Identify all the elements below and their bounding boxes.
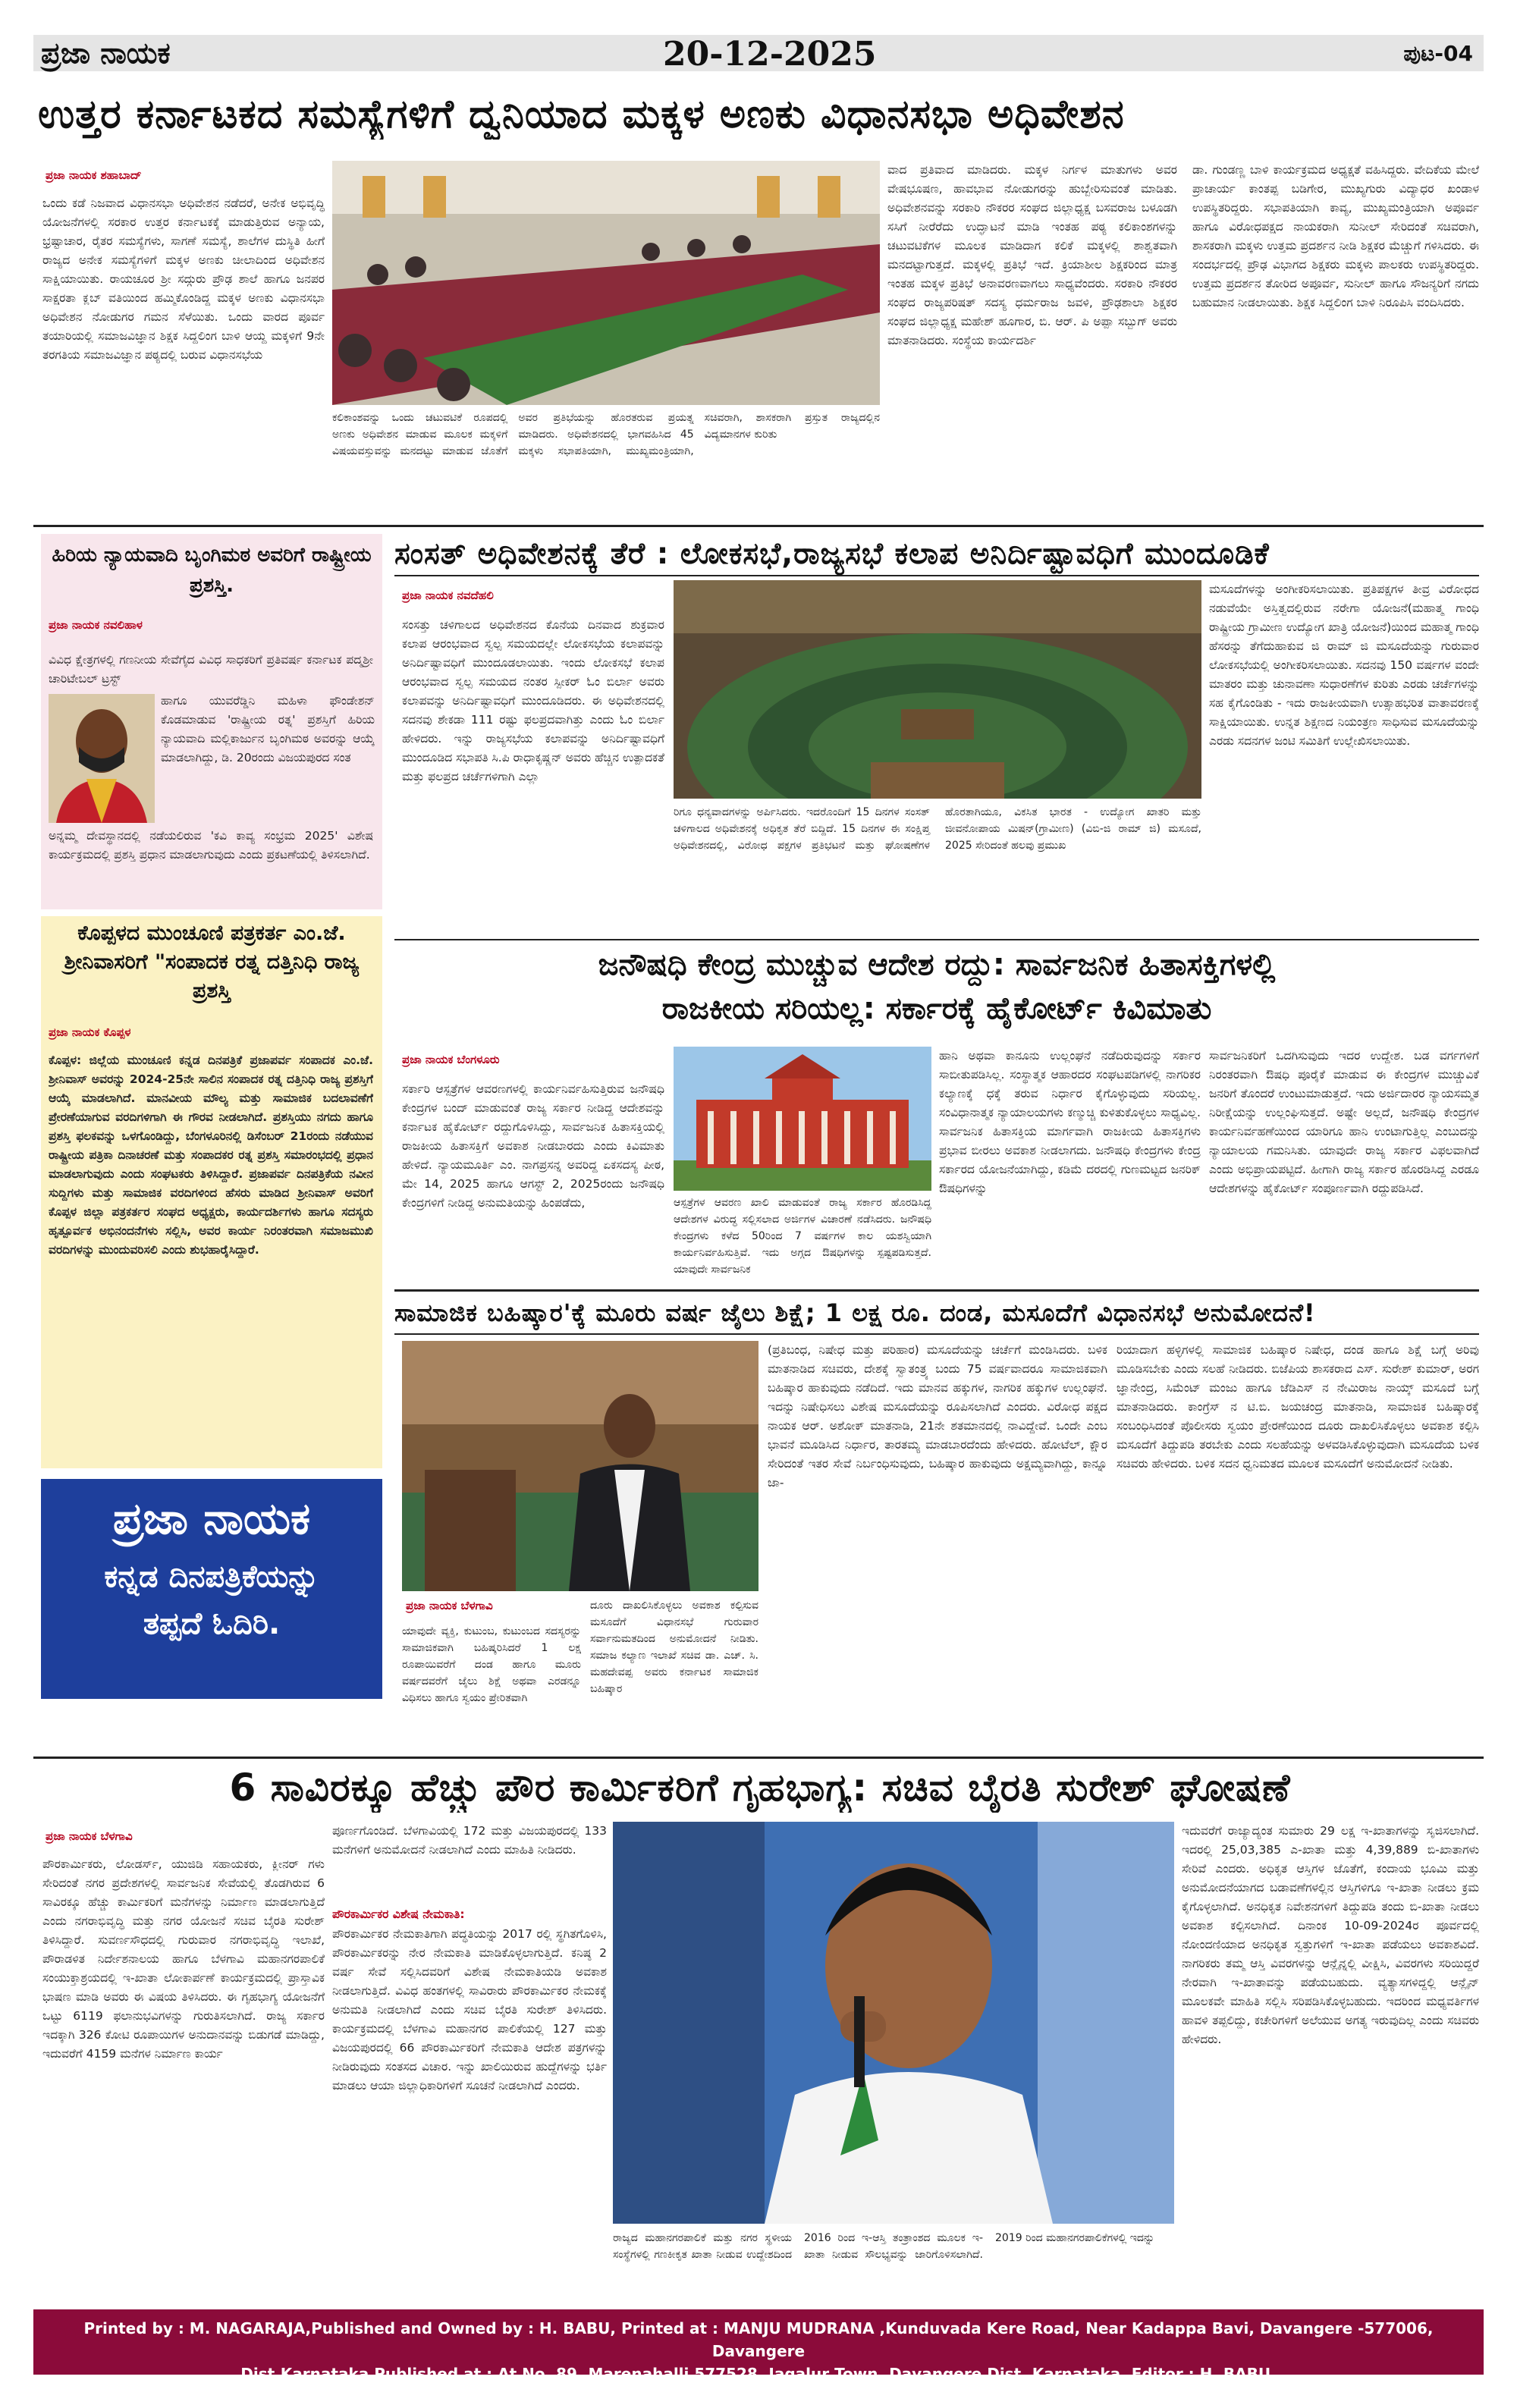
story5-col1: ಸರ್ಕಾರಿ ಆಸ್ಪತ್ರೆಗಳ ಆವರಣಗಳಲ್ಲಿ ಕಾರ್ಯನಿರ್ವಹಿಸುತ್ತಿರುವ ಜನೌಷಧಿ ಕೇಂದ್ರಗಳ ಬಂದ್ ಮಾಡುವಂತೆ ರಾಜ್ಯ ಸರ್ಕಾರ ನೀಡಿದ್ದ ಆದೇಶವನ್ನು ಕರ್ನಾಟಕ ಹೈಕೋರ್ಟ್ ರದ್ದುಗೊಳಿಸಿದ್ದು, ಸಾರ್ವಜನಿಕ ಹಿತಾಸಕ್ತಿಯಲ್ಲಿ ರಾಜಕೀಯ ಹಿತಾಸಕ್ತಿಗೆ ಅವಕಾಶ ನೀಡಬಾರದು ಎಂದು ಕಿವಿಮಾತು ಹೇಳಿದೆ. ನ್ಯಾಯಮೂರ್ತಿ ಎಂ. ನಾಗಪ್ರಸನ್ನ ಅವರಿದ್ದ ಏಕಸದಸ್ಯ ಪೀಠ, ಮೇ 14, 2025 ಹಾಗೂ ಆಗಸ್ಟ್ 2, 2025ರಂದು ಜನೌಷಧಿ ಕೇಂದ್ರಗಳಿಗೆ ನೀಡಿದ್ದ ಅನುಮತಿಯನ್ನು ಹಿಂಪಡೆದು, (402, 1082, 664, 1210)
story3-caption: ರಿಗೂ ಧನ್ಯವಾದಗಳನ್ನು ಅರ್ಪಿಸಿದರು. ಇದರೊಂದಿಗೆ 15 ದಿನಗಳ ಸಂಸತ್ ಚಳಿಗಾಲದ ಅಧಿವೇಶನಕ್ಕೆ ಅಧಿಕೃತ ತೆರೆ ಬಿದ್ದಿದೆ. 15 ದಿನಗಳ ಈ ಸಂಕ್ಷಿಪ್ತ ಅಧಿವೇಶನದಲ್ಲಿ, ವಿರೋಧ ಪಕ್ಷಗಳ ಪ್ರತಿಭಟನೆ ಮತ್ತು ಘೋಷಣೆಗಳ ಹೊರತಾಗಿಯೂ, ವಿಕಸಿತ ಭಾರತ - ಉದ್ಯೋಗ ಖಾತರಿ ಮತ್ತು ಜೀವನೋಪಾಯ ಮಿಷನ್(ಗ್ರಾಮೀಣ) (ವಿಬಿ-ಜಿ ರಾಮ್ ಜಿ) ಮಸೂದೆ, 2025 ಸೇರಿದಂತೆ ಹಲವು ಪ್ರಮುಖ (674, 806, 1201, 852)
imprint-footer (33, 2309, 1484, 2383)
divider (394, 575, 1479, 576)
story5-byline: ಪ್ರಜಾ ನಾಯಕ ಬೆಂಗಳೂರು (402, 1053, 500, 1066)
story1-col3: ವಾದ ಪ್ರತಿವಾದ ಮಾಡಿದರು. ಮಕ್ಕಳ ನಿರ್ಗಳ ಮಾತುಗಳು ಅವರ ವೇಷಭೂಷಣ, ಹಾವಭಾವ ನೋಡುಗರನ್ನು ಹುಬ್ಬೇರಿಸುವಂತೆ ಮಾಡಿತು. ಅಧಿವೇಶನವನ್ನು ಸರಕಾರಿ ನೌಕರರ ಸಂಘದ ಜಿಲ್ಲಾಧ್ಯಕ್ಷ ಬಸವರಾಜ ಬಳೂಡಗಿ ಸಸಿಗೆ ನೀರೆರೆದು ಉದ್ಘಾಟನೆ ಮಾಡಿ ಇಂತಹ ಪಠ್ಯ ಕಲಿಕಾಂಶಗಳನ್ನು ಚಟುವಟಿಕೆಗಳ ಮೂಲಕ ಮಾಡಿದಾಗ ಕಲಿಕೆ ಮಕ್ಕಳಲ್ಲಿ ಶಾಶ್ವತವಾಗಿ ಮನದಟ್ಟಾಗುತ್ತದೆ. ಮಕ್ಕಳಲ್ಲಿ ಪ್ರತಿಭೆ ಇದೆ. ಕ್ರಿಯಾಶೀಲ ಶಿಕ್ಷಕರಿಂದ ಮಾತ್ರ ಇಂತಹ ಮಕ್ಕಳ ಪ್ರತಿಭೆ ಅನಾವರಣವಾಗಲು ಸಾಧ್ಯವೆಂದರು. ಸರಕಾರಿ ನೌಕರರ ಸಂಘದ ರಾಜ್ಯಪರಿಷತ್ ಸದಸ್ಯ ಧರ್ಮರಾಜ ಜವಳಿ, ಪ್ರೌಢಶಾಲಾ ಶಿಕ್ಷಕರ ಸಂಘದ ಜಿಲ್ಲಾಧ್ಯಕ್ಷ ಮಹೇಶ್ ಹೂಗಾರ, ಬಿ. ಆರ್. ಪಿ ಅಪ್ಪಾ ಸಬ್ಬುಗ್ ಅವರು ಮಾತನಾಡಿದರು. ಸಂಸ್ಥೆಯ ಕಾರ್ಯದರ್ಶಿ (887, 163, 1177, 347)
story2-portrait (49, 694, 155, 823)
story6-col2: (ಪ್ರತಿಬಂಧ, ನಿಷೇಧ ಮತ್ತು ಪರಿಹಾರ) ಮಸೂದೆಯನ್ನು ಚರ್ಚೆಗೆ ಮಂಡಿಸಿದರು. ಬಳಿಕ ಮಾತನಾಡಿದ ಸಚಿವರು, ದೇಶಕ್ಕೆ ಸ್ವಾತಂತ್ರ್ಯ ಬಂದು 75 ವರ್ಷವಾದರೂ ಸಾಮಾಜಿಕವಾಗಿ ಬಹಿಷ್ಕಾರ ಹಾಕುವುದು ನಡೆದಿದೆ. ಇದು ಮಾನವ ಹಕ್ಕುಗಳ, ನಾಗರಿಕ ಹಕ್ಕುಗಳ ಉಲ್ಲಂಘನೆ. ಇದನ್ನು ನಿಷೇಧಿಸಲು ವಿಶೇಷ ಮಸೂದೆಯನ್ನು ರೂಪಿಸಲಾಗಿದೆ ಎಂದರು. ವಿರೋಧ ಪಕ್ಷದ ನಾಯಕ ಆರ್. ಅಶೋಕ್ ಮಾತನಾಡಿ, 21ನೇ ಶತಮಾನದಲ್ಲಿ ನಾವಿದ್ದೇವೆ. ಒಂದೇ ಎಂಬ ಭಾವನೆ ಮೂಡಿಸಿದ ನಿರ್ಧಾರ, ತಾರತಮ್ಯ ಮಾಡಬಾರದೆಂದು ಹೇಳಿದರು. ಹೋಟೆಲ್, ಕ್ಷೌರ ಸೇರಿದಂತೆ ಇತರ ಸೇವೆ ನಿರ್ಬಂಧಿಸುವುದು, ಬಹಿಷ್ಕಾರ ಹಾಕುವುದು ಅಕ್ಷಮ್ಯವಾಗಿದ್ದು, ಕಾನ್ನೂ ಜಾ- (768, 1343, 1107, 1490)
story6-caption: ಯಾವುದೇ ವ್ಯಕ್ತಿ, ಕುಟುಂಬ, ಕುಟುಂಬದ ಸದಸ್ಯರನ್ನು ಸಾಮಾಜಿಕವಾಗಿ ಬಹಿಷ್ಕರಿಸಿದರೆ 1 ಲಕ್ಷ ರೂಪಾಯಿವರೆಗೆ ದಂಡ ಹಾಗೂ ಮೂರು ವರ್ಷದವರೆಗೆ ಜೈಲು ಶಿಕ್ಷೆ ಅಥವಾ ಎರಡನ್ನೂ ವಿಧಿಸಲು ಹಾಗೂ ಸ್ವಯಂ ಪ್ರೇರಿತವಾಗಿ (402, 1625, 581, 1704)
story3-headline: ಸಂಸತ್ ಅಧಿವೇಶನಕ್ಕೆ ತೆರೆ : ಲೋಕಸಭೆ,ರಾಜ್ಯಸಭೆ ಕಲಾಪ ಅನಿರ್ದಿಷ್ಟಾವಧಿಗೆ ಮುಂದೂಡಿಕೆ (394, 537, 1270, 571)
newspaper-name: ಪ್ರಜಾ ನಾಯಕ (41, 36, 171, 70)
promo-line1: ಕನ್ನಡ ದಿನಪತ್ರಿಕೆಯನ್ನು (104, 1559, 319, 1594)
story6-col3: ರಿಯಾದಾಗ ಹಳ್ಳಿಗಳಲ್ಲಿ ಸಾಮಾಜಿಕ ಬಹಿಷ್ಕಾರ ನಿಷೇಧ, ದಂಡ ಹಾಗೂ ಶಿಕ್ಷೆ ಬಗ್ಗೆ ಅರಿವು ಮೂಡಿಸಬೇಕು ಎಂದು ಸಲಹೆ ನೀಡಿದರು. ಬಿಜೆಪಿಯ ಶಾಸಕರಾದ ಎಸ್. ಸುರೇಶ್ ಕುಮಾರ್, ಅರಗ ಜ್ಞಾನೇಂದ್ರ, ಸಿಮೆಂಟ್ ಮಂಜು ಹಾಗೂ ಜೆಡಿಎಸ್ ನ ನೇಮಿರಾಜ ನಾಯ್ಕ್ ಮಸೂದೆ ಬಗ್ಗೆ ಮಾತನಾಡಿದರು. ಕಾಂಗ್ರೆಸ್ ನ ಟಿ.ಬಿ. ಜಯಚಂದ್ರ ಮಾತನಾಡಿ, ಸಾಮಾಜಿಕ ಬಹಿಷ್ಕಾರಕ್ಕೆ ಸಂಬಂಧಿಸಿದಂತೆ ಪೊಲೀಸರು ಸ್ವಯಂ ಪ್ರೇರಣೆಯಿಂದ ದೂರು ದಾಖಲಿಸಿಕೊಳ್ಳಲು ಅವಕಾಶ ಕಲ್ಪಿಸಿ ಮಸೂದೆಗೆ ತಿದ್ದುಪಡಿ ತರಬೇಕು ಎಂದು ಸಲಹೆಯನ್ನು ಅಳವಡಿಸಿಕೊಳ್ಳುವುದಾಗಿ ಮಸೂದೆಯ ಬಳಿಕ ಸಚಿವರು ಹೇಳಿದರು. ಬಳಿಕ ಸದನ ಧ್ವನಿಮತದ ಮೂಲಕ ಮಸೂದೆಗೆ ಅನುಮೋದನೆ ನೀಡಿತು. (1117, 1343, 1479, 1471)
story4-headline: ಕೊಪ್ಪಳದ ಮುಂಚೂಣಿ ಪತ್ರಕರ್ತ ಎಂ.ಜೆ. ಶ್ರೀನಿವಾಸರಿಗೆ "ಸಂಪಾದಕ ರತ್ನ ದತ್ತಿನಿಧಿ ರಾಜ್ಯ ಪ್ರಶಸ್ತಿ (64, 921, 360, 1003)
story1-photo-caption: ಕಲಿಕಾಂಶವನ್ನು ಒಂದು ಚಟುವಟಿಕೆ ರೂಪದಲ್ಲಿ ಅಣಕು ಅಧಿವೇಶನ ಮಾಡುವ ಮೂಲಕ ಮಕ್ಕಳಿಗೆ ವಿಷಯವಸ್ತುವನ್ನು ಮನದಟ್ಟು ಮಾಡುವ ಜೊತೆಗೆ ಅವರ ಪ್ರತಿಭೆಯನ್ನು ಹೊರತರುವ ಪ್ರಯತ್ನ ಮಾಡಿದರು. ಅಧಿವೇಶನದಲ್ಲಿ ಭಾಗವಹಿಸಿದ 45 ಮಕ್ಕಳು ಸಭಾಪತಿಯಾಗಿ, ಮುಖ್ಯಮಂತ್ರಿಯಾಗಿ, ಸಚಿವರಾಗಿ, ಶಾಸಕರಾಗಿ ಪ್ರಸ್ತುತ ರಾಜ್ಯದಲ್ಲಿನ ವಿದ್ಯಮಾನಗಳ ಕುರಿತು (332, 412, 880, 457)
divider (394, 1333, 1479, 1335)
page-number: ಪುಟ-04 (1403, 41, 1473, 66)
story7-byline: ಪ್ರಜಾ ನಾಯಕ ಬೆಳಗಾವಿ (46, 1829, 133, 1843)
story5-headline2: ರಾಜಕೀಯ ಸರಿಯಲ್ಲ: ಸರ್ಕಾರಕ್ಕೆ ಹೈಕೋರ್ಟ್ ಕಿವಿಮಾತು (661, 991, 1212, 1026)
story3-byline: ಪ್ರಜಾ ನಾಯಕ ನವದೆಹಲಿ (402, 589, 494, 602)
story4-byline: ಪ್ರಜಾ ನಾಯಕ ಕೊಪ್ಪಳ (49, 1025, 131, 1039)
issue-date: 20-12-2025 (663, 35, 877, 74)
story7-col4: ಇದುವರೆಗೆ ರಾಜ್ಯಾದ್ಯಂತ ಸುಮಾರು 29 ಲಕ್ಷ ಇ-ಖಾತಾಗಳನ್ನು ಸೃಜಿಸಲಾಗಿದೆ. ಇದರಲ್ಲಿ 25,03,385 ಎ-ಖಾತಾ ಮತ್ತು 4,39,889 ಬಿ-ಖಾತಾಗಳು ಸೇರಿವೆ ಎಂದರು. ಅಧಿಕೃತ ಆಸ್ತಿಗಳ ಜೊತೆಗೆ, ಕಂದಾಯ ಭೂಮಿ ಮತ್ತು ಅನುಮೋದನೆಯಾಗದ ಬಡಾವಣೆಗಳಲ್ಲಿನ ಆಸ್ತಿಗಳಿಗೂ ಇ-ಖಾತಾ ನೀಡಲು ಕ್ರಮ ಕೈಗೊಳ್ಳಲಾಗಿದೆ. ಅನಧಿಕೃತ ನಿವೇಶನಗಳಿಗೆ ತಿದ್ದುಪಡಿ ತಂದು ಬಿ-ಖಾತಾ ನೀಡಲು ಅವಕಾಶ ಕಲ್ಪಿಸಲಾಗಿದೆ. ದಿನಾಂಕ 10-09-2024ರ ಪೂರ್ವದಲ್ಲಿ ನೋಂದಣಿಯಾದ ಅನಧಿಕೃತ ಸ್ವತ್ತುಗಳಿಗೆ ಇ-ಖಾತಾ ಪಡೆಯಲು ಅವಕಾಶವಿದೆ. ನಾಗರಿಕರು ತಮ್ಮ ಆಸ್ತಿ ವಿವರಗಳನ್ನು ಆನ್ಲೈನ್ನಲ್ಲಿ ವೀಕ್ಷಿಸಿ, ವಿವರಗಳು ಸರಿಯಿದ್ದರೆ ನೇರವಾಗಿ ಇ-ಖಾತಾವನ್ನು ಪಡೆಯಬಹುದು. ವ್ಯತ್ಯಾಸಗಳಿದ್ದಲ್ಲಿ ಆನ್ಲೈನ್ ಮೂಲಕವೇ ಮಾಹಿತಿ ಸಲ್ಲಿಸಿ ಸರಿಪಡಿಸಿಕೊಳ್ಳಬಹುದು. ಇದರಿಂದ ಮಧ್ಯವರ್ತಿಗಳ ಹಾವಳಿ ತಪ್ಪಲಿದ್ದು, ಕಚೇರಿಗಳಿಗೆ ಅಲೆಯುವ ಅಗತ್ಯ ಇರುವುದಿಲ್ಲ ಎಂದು ಸಚಿವರು ಹೇಳಿದರು. (1182, 1824, 1479, 2046)
story6-col1b: ದೂರು ದಾಖಲಿಸಿಕೊಳ್ಳಲು ಅವಕಾಶ ಕಲ್ಪಿಸುವ ಮಸೂದೆಗೆ ವಿಧಾನಸಭೆ ಗುರುವಾರ ಸರ್ವಾನುಮತದಿಂದ ಅನುಮೋದನೆ ನೀಡಿತು. ಸಮಾಜ ಕಲ್ಯಾಣ ಇಲಾಖೆ ಸಚಿವ ಡಾ. ಎಚ್. ಸಿ. ಮಹದೇವಪ್ಪ ಅವರು ಕರ್ನಾಟಕ ಸಾಮಾಜಿಕ ಬಹಿಷ್ಕಾರ (590, 1600, 758, 1695)
divider (33, 1757, 1484, 1759)
divider (33, 525, 1484, 527)
story2-side: ಹಾಗೂ ಯುವರೆಡ್ಡಿನಿ ಮಹಿಳಾ ಫೌಂಡೇಶನ್ ಕೊಡಮಾಡುವ 'ರಾಷ್ಟ್ರೀಯ ರತ್ನ' ಪ್ರಶಸ್ತಿಗೆ ಹಿರಿಯ ನ್ಯಾಯವಾದಿ ಮಲ್ಲಿಕಾರ್ಜುನ ಬೃಂಗಿಮಠ ಅವರನ್ನು ಆಯ್ಕೆ ಮಾಡಲಾಗಿದ್ದು, ಡಿ. 20ರಂದು ವಿಜಯಪುರದ ಸಂತ (161, 694, 375, 764)
story1-photo (332, 161, 880, 405)
story7-headline: 6 ಸಾವಿರಕ್ಕೂ ಹೆಚ್ಚು ಪೌರ ಕಾರ್ಮಿಕರಿಗೆ ಗೃಹಭಾಗ್ಯ: ಸಚಿವ ಬೈರತಿ ಸುರೇಶ್ ಘೋಷಣೆ (229, 1766, 1291, 1810)
promo-line2: ತಪ್ಪದೆ ಓದಿರಿ. (143, 1606, 281, 1641)
story5-caption: ಆಸ್ಪತ್ರೆಗಳ ಆವರಣ ಖಾಲಿ ಮಾಡುವಂತೆ ರಾಜ್ಯ ಸರ್ಕಾರ ಹೊರಡಿಸಿದ್ದ ಆದೇಶಗಳ ವಿರುದ್ಧ ಸಲ್ಲಿಸಲಾದ ಅರ್ಜಿಗಳ ವಿಚಾರಣೆ ನಡೆಸಿದರು. ಜನೌಷಧಿ ಕೇಂದ್ರಗಳು ಕಳೆದ 50ರಿಂದ 7 ವರ್ಷಗಳ ಕಾಲ ಯಶಸ್ವಿಯಾಗಿ ಕಾರ್ಯನಿರ್ವಹಿಸುತ್ತಿವೆ. ಇದು ಅಗ್ಗದ ಔಷಧಿಗಳನ್ನು ಸ್ಪಷ್ಟಪಡಿಸುತ್ತದೆ. ಯಾವುದೇ ಸಾರ್ವಜನಿಕ (674, 1197, 931, 1276)
divider (394, 939, 1479, 940)
story2-headline: ಹಿರಿಯ ನ್ಯಾಯವಾದಿ ಬೃಂಗಿಮಠ ಅವರಿಗೆ ರಾಷ್ಟ್ರೀಯ ಪ್ರಶಸ್ತಿ. (52, 544, 372, 597)
divider (394, 1289, 1479, 1292)
story3-col4: ಮಸೂದೆಗಳನ್ನು ಅಂಗೀಕರಿಸಲಾಯಿತು. ಪ್ರತಿಪಕ್ಷಗಳ ತೀವ್ರ ವಿರೋಧದ ನಡುವೆಯೇ ಅಸ್ತಿತ್ವದಲ್ಲಿರುವ ನರೇಗಾ ಯೋಜನೆ(ಮಹಾತ್ಮ ಗಾಂಧಿ ರಾಷ್ಟ್ರೀಯ ಗ್ರಾಮೀಣ ಉದ್ಯೋಗ ಖಾತ್ರಿ ಯೋಜನೆ)ಯಿಂದ ಮಹಾತ್ಮ ಗಾಂಧಿ ಹೆಸರನ್ನು ತೆಗೆದುಹಾಕುವ ಜಿ ರಾಮ್ ಜಿ ಮಸೂದೆಯನ್ನು ಗುರುವಾರ ಲೋಕಸಭೆಯಲ್ಲಿ ಅಂಗೀಕರಿಸಲಾಯಿತು. ಸದನವು 150 ವರ್ಷಗಳ ವಂದೇ ಮಾತರಂ ಮತ್ತು ಚುನಾವಣಾ ಸುಧಾರಣೆಗಳ ಕುರಿತು ಎರಡು ಚರ್ಚೆಗಳನ್ನು ಸಹ ಕೈಗೊಂಡಿತು - ಇದು ರಾಜಕೀಯವಾಗಿ ಉತ್ಸಾಹಭರಿತ ವಾತಾವರಣಕ್ಕೆ ಸಾಕ್ಷಿಯಾಯಿತು. ಉನ್ನತ ಶಿಕ್ಷಣದ ನಿಯಂತ್ರಣ ಸಾಧಿಸುವ ಮಸೂದೆಯನ್ನು ಎರಡು ಸದನಗಳ ಜಂಟಿ ಸಮಿತಿಗೆ ಉಲ್ಲೇಖಿಸಲಾಯಿತು. (1209, 582, 1479, 748)
story1-col4: ಡಾ. ಗುಂಡಣ್ಣ ಬಾಳಿ ಕಾರ್ಯಕ್ರಮದ ಅಧ್ಯಕ್ಷತೆ ವಹಿಸಿದ್ದರು. ವೇದಿಕೆಯ ಮೇಲೆ ಪ್ರಾಚಾರ್ಯ ಕಾಂತಪ್ಪ ಬಡಿಗೇರ, ಮುಖ್ಯಗುರು ವಿದ್ಯಾಧರ ಖಂಡಾಳ ಉಪಸ್ಥಿತರಿದ್ದರು. ಸಭಾಪತಿಯಾಗಿ ಕಾವ್ಯ, ಮುಖ್ಯಮಂತ್ರಿಯಾಗಿ ಅಪೂರ್ವ ಹಾಗೂ ವಿರೋಧಪಕ್ಷದ ನಾಯಕರಾಗಿ ಸುನೀಲ್ ಸೇರಿದಂತೆ ಸಚಿವರಾಗಿ, ಶಾಸಕರಾಗಿ ಮಕ್ಕಳು ಉತ್ತಮ ಪ್ರದರ್ಶನ ನೀಡಿ ಶಿಕ್ಷಕರ ಮೆಚ್ಚುಗೆ ಗಳಿಸಿದರು. ಈ ಸಂದರ್ಭದಲ್ಲಿ ಪ್ರೌಢ ವಿಭಾಗದ ಶಿಕ್ಷಕರು ಮಕ್ಕಳು ಪಾಲಕರು ಉಪಸ್ಥಿತರಿದ್ದರು. ಉತ್ತಮ ಪ್ರದರ್ಶನ ತೋರಿದ ಅಪೂರ್ವ, ಸುನೀಲ್ ಹಾಗೂ ಸೌಜನ್ಯರಿಗೆ ನಗದು ಬಹುಮಾನ ನೀಡಲಾಯಿತು. ಶಿಕ್ಷಕ ಸಿದ್ದಲಿಂಗ ಬಾಳಿ ನಿರೂಪಿಸಿ ವಂದಿಸಿದರು. (1192, 163, 1479, 309)
story1-col1: ಒಂದು ಕಡೆ ನಿಜವಾದ ವಿಧಾನಸಭಾ ಅಧಿವೇಶನ ನಡೆದರೆ, ಅನೇಕ ಅಭಿವೃದ್ಧಿ ಯೋಜನೆಗಳಲ್ಲಿ ಸರಕಾರ ಉತ್ತರ ಕರ್ನಾಟಕಕ್ಕೆ ಮಾಡುತ್ತಿರುವ ಅನ್ಯಾಯ, ಭ್ರಷ್ಟಾಚಾರ, ರೈತರ ಸಮಸ್ಯೆಗಳು, ಸಾಗಣೆ ಸಮಸ್ಯೆ, ಶಾಲೆಗಳ ದುಸ್ಥಿತಿ ಹೀಗೆ ರಾಜ್ಯದ ಅನೇಕ ಸಮಸ್ಯೆಗಳಿಗೆ ಮಕ್ಕಳ ಅಣಕು ಚೀಲಾದಿಂದ ಅಧಿವೇಶನ ಸಾಕ್ಷಿಯಾಯಿತು. ರಾಯಚೂರ ಶ್ರೀ ಸದ್ಗುರು ಪ್ರೌಢ ಶಾಲೆ ಹಾಗೂ ಜನಪರ ಸಾಕ್ಷರತಾ ಕ್ಲಬ್ ವತಿಯಿಂದ ಹಮ್ಮಿಕೊಂಡಿದ್ದ ಮಕ್ಕಳ ಅಣಕು ವಿಧಾನಸಭಾ ಅಧಿವೇಶನ ನೋಡುಗರ ಗಮನ ಸೆಳೆಯಿತು. ಒಂದು ವಾರದ ಪೂರ್ವ ತಯಾರಿಯಲ್ಲಿ ಸಮಾಜವಿಜ್ಞಾನ ಶಿಕ್ಷಕ ಸಿದ್ದಲಿಂಗ ಬಾಳಿ ಆಯ್ದ ಮಕ್ಕಳಿಗೆ 9ನೇ ತರಗತಿಯ ಸಮಾಜವಿಜ್ಞಾನ ಪಠ್ಯದಲ್ಲಿ ಬರುವ ವಿಧಾನಸಭೆಯ (42, 196, 325, 362)
story2-tail: ಅನ್ನಮ್ಮ ದೇವಸ್ಥಾನದಲ್ಲಿ ನಡೆಯಲಿರುವ 'ಕವಿ ಕಾವ್ಯ ಸಂಭ್ರಮ 2025' ವಿಶೇಷ ಕಾರ್ಯಕ್ರಮದಲ್ಲಿ ಪ್ರಶಸ್ತಿ ಪ್ರಧಾನ ಮಾಡಲಾಗುವುದು ಎಂದು ಪ್ರಕಟಣೆಯಲ್ಲಿ ತಿಳಿಸಲಾಗಿದೆ. (49, 829, 373, 862)
story1-headline: ಉತ್ತರ ಕರ್ನಾಟಕದ ಸಮಸ್ಯೆಗಳಿಗೆ ದ್ವನಿಯಾದ ಮಕ್ಕಳ ಅಣಕು ವಿಧಾನಸಭಾ ಅಧಿವೇಶನ (38, 92, 1125, 137)
story7-col2a: ಪೂರ್ಣಗೊಂಡಿದೆ. ಬೆಳಗಾವಿಯಲ್ಲಿ 172 ಮತ್ತು ವಿಜಯಪುರದಲ್ಲಿ 133 ಮನೆಗಳಿಗೆ ಅನುಮೋದನೆ ನೀಡಲಾಗಿದೆ ಎಂದು ಮಾಹಿತಿ ನೀಡಿದರು. (332, 1824, 607, 1857)
story3-col1: ಸಂಸತ್ತು ಚಳಿಗಾಲದ ಅಧಿವೇಶನದ ಕೊನೆಯ ದಿನವಾದ ಶುಕ್ರವಾರ ಕಲಾಪ ಆರಂಭವಾದ ಸ್ವಲ್ಪ ಸಮಯದಲ್ಲೇ ಲೋಕಸಭೆಯ ಕಲಾಪವನ್ನು ಅನಿರ್ದಿಷ್ಟಾವಧಿಗೆ ಮುಂದೂಡಲಾಯಿತು. ಇಂದು ಲೋಕಸಭೆ ಕಲಾಪ ಆರಂಭವಾದ ಸ್ವಲ್ಪ ಸಮಯದ ನಂತರ ಸ್ಪೀಕರ್ ಓಂ ಬಿರ್ಲಾ ಅವರು ಕಲಾಪವನ್ನು ಅನಿರ್ದಿಷ್ಟಾವಧಿಗೆ ಮುಂದೂಡಿದರು. ಈ ಅಧಿವೇಶನದಲ್ಲಿ ಸದನವು ಶೇಕಡಾ 111 ರಷ್ಟು ಫಲಪ್ರದವಾಗಿತ್ತು ಎಂದು ಓಂ ಬಿರ್ಲಾ ಹೇಳಿದರು. ಇನ್ನು ರಾಜ್ಯಸಭೆಯ ಕಲಾಪವನ್ನು ಅನಿರ್ದಿಷ್ಟಾವಧಿಗೆ ಮುಂದೂಡಿದ ಸಭಾಪತಿ ಸಿ.ಪಿ ರಾಧಾಕೃಷ್ಣನ್ ಅವರು ಹೆಚ್ಚಿನ ಉತ್ಪಾದಕತೆ ಮತ್ತು ಫಲಪ್ರದ ಚರ್ಚೆಗಳಿಗಾಗಿ ಎಲ್ಲಾ (402, 618, 664, 783)
story5-col4: ಸಾರ್ವಜನಿಕರಿಗೆ ಒದಗಿಸುವುದು ಇದರ ಉದ್ದೇಶ. ಬಡ ವರ್ಗಗಳಿಗೆ ನಿರಂತರವಾಗಿ ಔಷಧಿ ಪೂರೈಕೆ ಮಾಡುವ ಈ ಕೇಂದ್ರಗಳ ಮುಚ್ಚುವಿಕೆ ಜನರಿಗೆ ತೊಂದರೆ ಉಂಟುಮಾಡುತ್ತದೆ. ಇದು ಅರ್ಜಿದಾರರ ನ್ಯಾಯಸಮ್ಮತ ನಿರೀಕ್ಷೆಯನ್ನು ಉಲ್ಲಂಘಿಸುತ್ತದೆ. ಅಷ್ಟೇ ಅಲ್ಲದೆ, ಜನೌಷಧಿ ಕೇಂದ್ರಗಳ ಕಾರ್ಯನಿರ್ವಹಣೆಯಿಂದ ಯಾರಿಗೂ ಹಾನಿ ಉಂಟಾಗುತ್ತಿಲ್ಲ ಎಂಬುದನ್ನು ನ್ಯಾಯಾಲಯ ಗಮನಿಸಿತು. ಯಾವುದೇ ರಾಜ್ಯ ಸರ್ಕಾರ ವಿಫಲವಾಗಿದೆ ಎಂದು ಅಭಿಪ್ರಾಯಪಟ್ಟಿದೆ. ಹೀಗಾಗಿ ರಾಜ್ಯ ಸರ್ಕಾರ ಹೊರಡಿಸಿದ್ದ ಎರಡೂ ಆದೇಶಗಳನ್ನು ಹೈಕೋರ್ಟ್ ಸಂಪೂರ್ಣವಾಗಿ ರದ್ದುಪಡಿಸಿದೆ. (1209, 1049, 1479, 1195)
story5-photo (674, 1047, 931, 1191)
story3-photo (674, 580, 1201, 799)
story7-col2b: ಪೌರಕಾರ್ಮಿಕರ ನೇಮಕಾತಿಗಾಗಿ ಪದ್ಧತಿಯನ್ನು 2017 ರಲ್ಲಿ ಸ್ಥಗಿತಗೊಳಿಸಿ, ಪೌರಕಾರ್ಮಿಕರನ್ನು ನೇರ ನೇಮಕಾತಿ ಮಾಡಿಕೊಳ್ಳಲಾಗುತ್ತಿದೆ. ಕನಿಷ್ಠ 2 ವರ್ಷ ಸೇವೆ ಸಲ್ಲಿಸಿದವರಿಗೆ ವಿಶೇಷ ನೇಮಕಾತಿಯಡಿ ಅವಕಾಶ ನೀಡಲಾಗುತ್ತಿದೆ. ವಿವಿಧ ಹಂತಗಳಲ್ಲಿ ಸಾವಿರಾರು ಪೌರಕಾರ್ಮಿಕರ ನೇಮಕಕ್ಕೆ ಅನುಮತಿ ನೀಡಲಾಗಿದೆ ಎಂದು ಸಚಿವ ಬೈರತಿ ಸುರೇಶ್ ತಿಳಿಸಿದರು. ಕಾರ್ಯಕ್ರಮದಲ್ಲಿ ಬೆಳಗಾವಿ ಮಹಾನಗರ ಪಾಲಿಕೆಯಲ್ಲಿ 127 ಮತ್ತು ವಿಜಯಪುರದಲ್ಲಿ 66 ಪೌರಕಾರ್ಮಿಕರಿಗೆ ನೇಮಕಾತಿ ಆದೇಶ ಪತ್ರಗಳನ್ನು ನೀಡಿರುವುದು ಸಂತಸದ ವಿಚಾರ. ಇನ್ನು ಖಾಲಿಯಿರುವ ಹುದ್ದೆಗಳನ್ನು ಭರ್ತಿ ಮಾಡಲು ಆಯಾ ಜಿಲ್ಲಾಧಿಕಾರಿಗಳಿಗೆ ಸೂಚನೆ ನೀಡಲಾಗಿದೆ ಎಂದರು. (332, 1927, 607, 2092)
story5-headline1: ಜನೌಷಧಿ ಕೇಂದ್ರ ಮುಚ್ಚುವ ಆದೇಶ ರದ್ದು: ಸಾರ್ವಜನಿಕ ಹಿತಾಸಕ್ತಿಗಳಲ್ಲಿ (598, 947, 1276, 982)
story7-subhead: ಪೌರಕಾರ್ಮಿಕರ ವಿಶೇಷ ನೇಮಕಾತಿ: (332, 1907, 465, 1921)
story6-photo (402, 1341, 758, 1591)
story2-byline: ಪ್ರಜಾ ನಾಯಕ ನವಲಿಹಾಳ (49, 618, 143, 632)
story4-body: ಕೊಪ್ಪಳ: ಜಿಲ್ಲೆಯ ಮುಂಚೂಣಿ ಕನ್ನಡ ದಿನಪತ್ರಿಕೆ ಪ್ರಜಾಪರ್ವ ಸಂಪಾದಕ ಎಂ.ಜೆ. ಶ್ರೀನಿವಾಸ್ ಅವರನ್ನು 2024-25ನೇ ಸಾಲಿನ ಸಂಪಾದಕ ರತ್ನ ದತ್ತಿನಿಧಿ ರಾಜ್ಯ ಪ್ರಶಸ್ತಿಗೆ ಆಯ್ಕೆ ಮಾಡಲಾಗಿದೆ. ಮಾನವೀಯ ಮೌಲ್ಯ ಮತ್ತು ಸಾಮಾಜಿಕ ಬದಲಾವಣೆಗೆ ಪ್ರೇರಣೆಯಾಗುವ ವರದಿಗಳಿಗಾಗಿ ಈ ಗೌರವ ನೀಡಲಾಗಿದೆ. ಪ್ರಶಸ್ತಿಯು ನಗದು ಹಾಗೂ ಪ್ರಶಸ್ತಿ ಫಲಕವನ್ನು ಒಳಗೊಂಡಿದ್ದು, ಬೆಂಗಳೂರಿನಲ್ಲಿ ಡಿಸೆಂಬರ್ 21ರಂದು ನಡೆಯುವ ರಾಷ್ಟ್ರೀಯ ಪತ್ರಿಕಾ ದಿನಾಚರಣೆ ಮತ್ತು ಸಂಪಾದಕರ ರತ್ನ ಪ್ರಶಸ್ತಿ ಸಮಾರಂಭದಲ್ಲಿ ಪ್ರಧಾನ ಮಾಡಲಾಗುವುದು ಎಂದು ಸಂಘಟಕರು ತಿಳಿಸಿದ್ದಾರೆ. ಪ್ರಜಾಪರ್ವ ದಿನಪತ್ರಿಕೆಯ ನವೀನ ಸುದ್ದಿಗಳು ಮತ್ತು ಸಾಮಾಜಿಕ ವರದಿಗಳಿಂದ ಹೆಸರು ಮಾಡಿದ ಶ್ರೀನಿವಾಸ್ ಅವರಿಗೆ ಕೊಪ್ಪಳ ಜಿಲ್ಲಾ ಪತ್ರಕರ್ತರ ಸಂಘದ ಅಧ್ಯಕ್ಷರು, ಕಾರ್ಯದರ್ಶಿಗಳು ಹಾಗೂ ಸದಸ್ಯರು ಹೃತ್ಪೂರ್ವಕ ಅಭಿನಂದನೆಗಳು ಸಲ್ಲಿಸಿ, ಅವರ ಕಾರ್ಯ ನಿರಂತರವಾಗಿ ಸಮಾಜಮುಖಿ ವರದಿಗಳನ್ನು ಮುಂದುವರಿಸಲಿ ಎಂದು ಶುಭಹಾರೈಸಿದ್ದಾರೆ. (49, 1053, 373, 1257)
story5-col3: ಹಾನಿ ಅಥವಾ ಕಾನೂನು ಉಲ್ಲಂಘನೆ ನಡೆದಿರುವುದನ್ನು ಸರ್ಕಾರ ಸಾಬೀತುಪಡಿಸಿಲ್ಲ. ಸಂಸ್ಥಾತ್ಮಕ ಆಹಾರದರ ಸಂಘಟಪಡಿಗಳಲ್ಲಿ ನಾಗರಿಕರ ಕಲ್ಯಾಣಕ್ಕೆ ಧಕ್ಕೆ ತರುವ ನಿರ್ಧಾರ ಕೈಗೊಳ್ಳುವುದು ಸರಿಯಲ್ಲ. ಸಂವಿಧಾನಾತ್ಮಕ ನ್ಯಾಯಾಲಯಗಳು ಕಣ್ಮುಚ್ಚಿ ಕುಳಿತುಕೊಳ್ಳಲು ಸಾಧ್ಯವಿಲ್ಲ. ಸಾರ್ವಜನಿಕ ಹಿತಾಸಕ್ತಿಯ ಮಾರ್ಗವಾಗಿ ರಾಜಕೀಯ ಹಿತಾಸಕ್ತಿಗಳು ಪ್ರಭಾವ ಬೀರಲು ಅವಕಾಶ ನೀಡಲಾಗದು. ಜನೌಷಧಿ ಕೇಂದ್ರಗಳು ಕೇಂದ್ರ ಸರ್ಕಾರದ ಯೋಜನೆಯಾಗಿದ್ದು, ಕಡಿಮೆ ದರದಲ್ಲಿ ಗುಣಮಟ್ಟದ ಜನರಿಕ್ ಔಷಧಿಗಳನ್ನು (939, 1049, 1201, 1195)
story6-headline: ಸಾಮಾಜಿಕ ಬಹಿಷ್ಕಾರ'ಕ್ಕೆ ಮೂರು ವರ್ಷ ಜೈಲು ಶಿಕ್ಷೆ; 1 ಲಕ್ಷ ರೂ. ದಂಡ, ಮಸೂದೆಗೆ ವಿಧಾನಸಭೆ ಅನುಮೋದನೆ! (394, 1298, 1316, 1327)
promo-title: ಪ್ರಜಾ ನಾಯಕ (112, 1493, 311, 1544)
imprint-line1: Printed by : M. NAGARAJA,Published and Owned by : H. BABU, Printed at : MANJU MUDRANA ,Kunduvada Kere Road, Near Kadappa Bavi, Davangere -577006, Davangere (83, 2319, 1434, 2360)
story7-col1: ಪೌರಕಾರ್ಮಿಕರು, ಲೋಡರ್ಸ್, ಯುಜಿಡಿ ಸಹಾಯಕರು, ಕ್ಲೀನರ್ ಗಳು ಸೇರಿದಂತೆ ನಗರ ಪ್ರದೇಶಗಳಲ್ಲಿ ಸಾರ್ವಜನಿಕ ಸೇವೆಯಲ್ಲಿ ತೊಡಗಿರುವ 6 ಸಾವಿರಕ್ಕೂ ಹೆಚ್ಚು ಕಾರ್ಮಿಕರಿಗೆ ಮನೆಗಳನ್ನು ನಿರ್ಮಾಣ ಮಾಡಲಾಗುತ್ತಿದೆ ಎಂದು ನಗರಾಭಿವೃದ್ಧಿ ಮತ್ತು ನಗರ ಯೋಜನೆ ಸಚಿವ ಬೈರತಿ ಸುರೇಶ್ ತಿಳಿಸಿದ್ದಾರೆ. ಸುವರ್ಣಸೌಧದಲ್ಲಿ ಗುರುವಾರ ನಗರಾಭಿವೃದ್ಧಿ ಇಲಾಖೆ, ಪೌರಾಡಳಿತ ನಿರ್ದೇಶನಾಲಯ ಹಾಗೂ ಬೆಳಗಾವಿ ಮಹಾನಗರಪಾಲಿಕೆ ಸಂಯುಕ್ತಾಶ್ರಯದಲ್ಲಿ ಇ-ಖಾತಾ ಲೋಕಾರ್ಪಣೆ ಕಾರ್ಯಕ್ರಮದಲ್ಲಿ ಪ್ರಾಸ್ತಾವಿಕ ಭಾಷಣ ಮಾಡಿ ಅವರು ಈ ವಿಷಯ ತಿಳಿಸಿದರು. ಈ ಗೃಹಭಾಗ್ಯ ಯೋಜನೆಗೆ ಒಟ್ಟು 6119 ಫಲಾನುಭವಿಗಳನ್ನು ಗುರುತಿಸಲಾಗಿದೆ. ರಾಜ್ಯ ಸರ್ಕಾರ ಇದಕ್ಕಾಗಿ 326 ಕೋಟಿ ರೂಪಾಯಿಗಳ ಅನುದಾನವನ್ನು ಬಿಡುಗಡೆ ಮಾಡಿದ್ದು, ಇದುವರೆಗೆ 4159 ಮನೆಗಳ ನಿರ್ಮಾಣ ಕಾರ್ಯ (42, 1857, 325, 2061)
promo-box (41, 1479, 382, 1699)
story7-caption: ರಾಜ್ಯದ ಮಹಾನಗರಪಾಲಿಕೆ ಮತ್ತು ನಗರ ಸ್ಥಳೀಯ ಸಂಸ್ಥೆಗಳಲ್ಲಿ ಗಣಕೀಕೃತ ಖಾತಾ ನೀಡುವ ಉದ್ದೇಶದಿಂದ 2016 ರಿಂದ ಇ-ಆಸ್ತಿ ತಂತ್ರಾಂಶದ ಮೂಲಕ ಇ-ಖಾತಾ ನೀಡುವ ಸೌಲಭ್ಯವನ್ನು ಜಾರಿಗೊಳಿಸಲಾಗಿದೆ. 2019 ರಿಂದ ಮಹಾನಗರಪಾಲಿಕೆಗಳಲ್ಲಿ ಇದನ್ನು (613, 2232, 1155, 2261)
story2-intro: ವಿವಿಧ ಕ್ಷೇತ್ರಗಳಲ್ಲಿ ಗಣನೀಯ ಸೇವೆಗೈದ ವಿವಿಧ ಸಾಧಕರಿಗೆ ಪ್ರತಿವರ್ಷ ಕರ್ನಾಟಕ ಪದ್ಮಶ್ರೀ ಚಾರಿಟೇಬಲ್ ಟ್ರಸ್ಟ್ (49, 653, 373, 686)
story6-byline: ಪ್ರಜಾ ನಾಯಕ ಬೆಳಗಾವಿ (406, 1599, 493, 1612)
story7-photo (613, 1822, 1174, 2224)
story1-byline: ಪ್ರಜಾ ನಾಯಕ ಶಹಾಬಾದ್ (46, 168, 142, 182)
masthead (33, 35, 1484, 74)
imprint-line2: Dist,Karnataka Published at : At No .89, Marenahalli 577528, Jagalur Town, Davangere Dist, Karnataka. Editor : H. BABU. (240, 2365, 1277, 2383)
